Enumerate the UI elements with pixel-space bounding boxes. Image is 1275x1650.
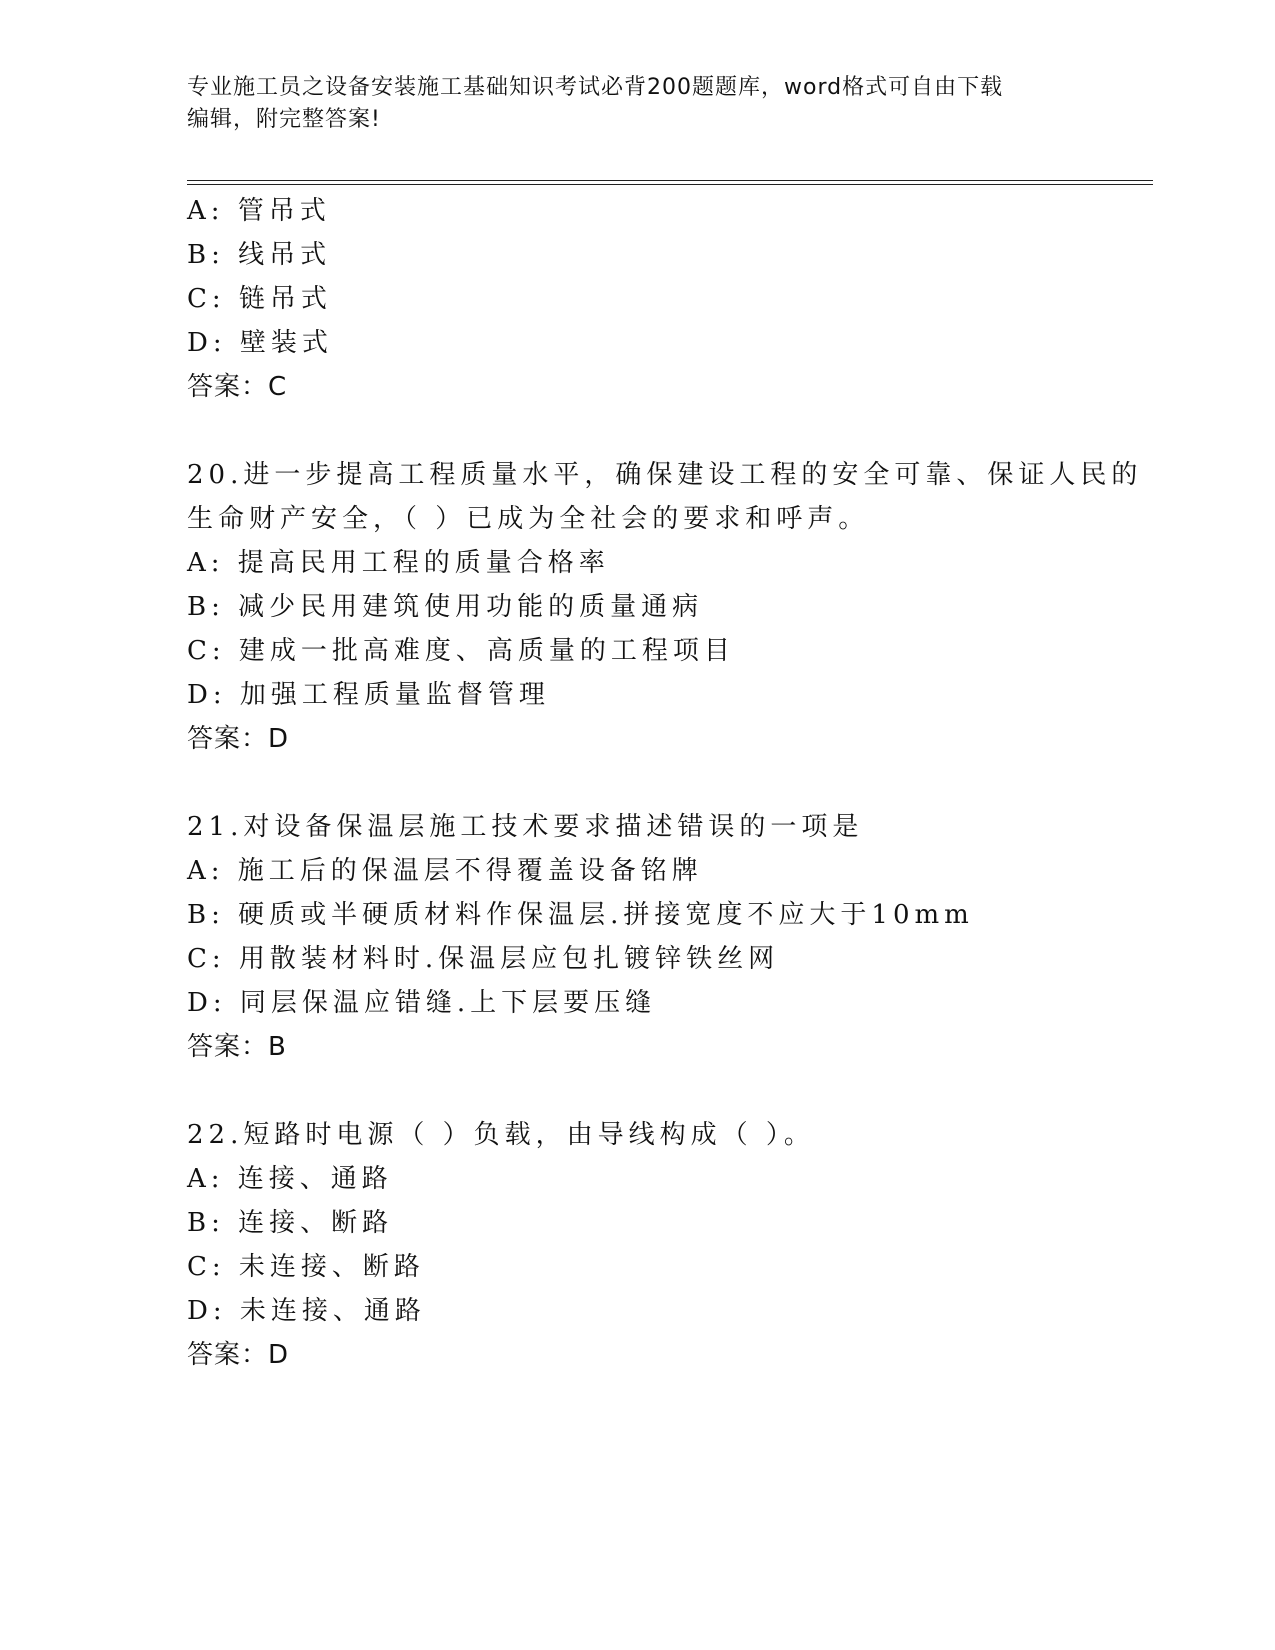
q21-option-c: C: 用散装材料时.保温层应包扎镀锌铁丝网 bbox=[187, 944, 780, 974]
header-line-1: 专业施工员之设备安装施工基础知识考试必背200题题库，word格式可自由下载 bbox=[187, 75, 1004, 100]
q19-answer: 答案：C bbox=[187, 372, 288, 402]
q22-option-b: B: 连接、断路 bbox=[187, 1208, 394, 1238]
q22-stem-line-1: 22.短路时电源（ ）负载，由导线构成（ ）。 bbox=[187, 1120, 815, 1150]
q19-option-b: B: 线吊式 bbox=[187, 240, 332, 270]
q20-stem-line-2: 生命财产安全，（ ）已成为全社会的要求和呼声。 bbox=[187, 504, 870, 534]
header-line-2: 编辑，附完整答案! bbox=[187, 107, 381, 132]
q21-option-b: B: 硬质或半硬质材料作保温层.拼接宽度不应大于10mm bbox=[187, 900, 974, 930]
q22-option-a: A: 连接、通路 bbox=[187, 1164, 393, 1194]
header-divider-top bbox=[187, 180, 1153, 181]
q20-option-b: B: 减少民用建筑使用功能的质量通病 bbox=[187, 592, 704, 622]
q20-answer: 答案：D bbox=[187, 724, 290, 754]
q22-option-d: D: 未连接、通路 bbox=[187, 1296, 426, 1326]
q21-stem-line-1: 21.对设备保温层施工技术要求描述错误的一项是 bbox=[187, 812, 864, 842]
q22-answer: 答案：D bbox=[187, 1340, 290, 1370]
q21-option-a: A: 施工后的保温层不得覆盖设备铭牌 bbox=[187, 856, 703, 886]
q22-option-c: C: 未连接、断路 bbox=[187, 1252, 425, 1282]
q19-option-a: A: 管吊式 bbox=[187, 196, 331, 226]
q20-option-a: A: 提高民用工程的质量合格率 bbox=[187, 548, 610, 578]
q19-option-c: C: 链吊式 bbox=[187, 284, 332, 314]
q20-stem-line-1: 20.进一步提高工程质量水平，确保建设工程的安全可靠、保证人民的 bbox=[187, 460, 1143, 490]
q20-option-c: C: 建成一批高难度、高质量的工程项目 bbox=[187, 636, 735, 666]
q20-option-d: D: 加强工程质量监督管理 bbox=[187, 680, 550, 710]
q21-option-d: D: 同层保温应错缝.上下层要压缝 bbox=[187, 988, 657, 1018]
document-header bbox=[187, 72, 1087, 136]
header-divider-bottom bbox=[187, 184, 1153, 185]
q21-answer: 答案：B bbox=[187, 1032, 287, 1062]
q19-option-d: D: 壁装式 bbox=[187, 328, 333, 358]
